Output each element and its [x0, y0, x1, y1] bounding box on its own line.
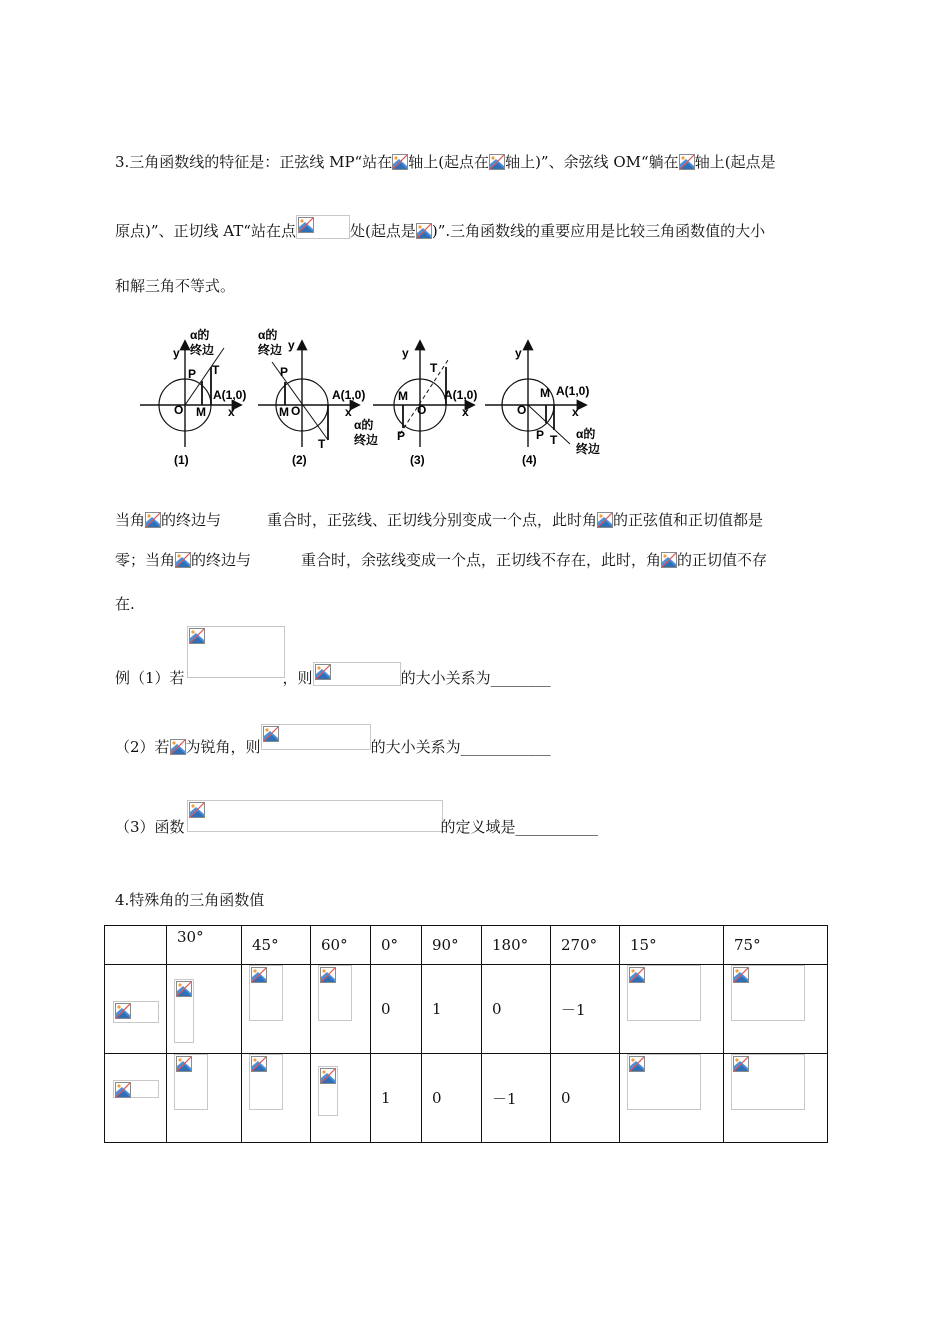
table-row-tan	[105, 1054, 828, 1143]
formula-image-icon	[416, 223, 432, 239]
value-cell: －1	[551, 965, 620, 1054]
formula-image-icon	[320, 967, 336, 983]
formula-image-icon	[320, 1068, 336, 1084]
fig4-A: A(1,0)	[556, 384, 590, 398]
formula-image	[174, 979, 194, 1043]
formula-image	[627, 1054, 701, 1110]
formula-image-icon	[115, 1082, 131, 1098]
text: 原点)”、正切线 AT“站在点	[115, 222, 296, 240]
formula-image-icon	[176, 981, 192, 997]
row-label-cell	[105, 965, 167, 1054]
text: 的定义域是___________	[440, 818, 599, 836]
formula-image	[113, 1001, 159, 1023]
fig2-axis-y: y	[288, 338, 295, 352]
text: 的大小关系为________	[400, 669, 551, 687]
fig3-M: M	[398, 389, 408, 403]
text: 轴上(起点在	[408, 153, 490, 171]
value-cell	[724, 965, 828, 1054]
fig4-P: P	[536, 428, 545, 442]
fig2-axis-x: x	[345, 405, 352, 419]
formula-image-icon	[392, 154, 408, 170]
header-cell: 30°	[167, 926, 242, 965]
text: 轴上)”、余弦线 OM“躺在	[505, 153, 679, 171]
formula-image	[731, 965, 805, 1021]
fig3-P: P	[397, 429, 406, 443]
header-cell: 0°	[371, 926, 422, 965]
text: 的大小关系为____________	[370, 738, 551, 756]
value-cell: 0	[482, 965, 551, 1054]
text: 当角	[115, 511, 146, 529]
fig3-alpha2: 终边	[354, 433, 379, 447]
text: 的正切值不存	[677, 551, 768, 569]
text: 处(起点是	[349, 222, 416, 240]
formula-image-icon	[251, 967, 267, 983]
section3-line2	[115, 215, 765, 241]
text: 重合时，正弦线、正切线分别变成一个点，此时角	[267, 511, 598, 529]
text: 为锐角，则	[185, 738, 261, 756]
formula-image-icon	[189, 802, 205, 818]
header-cell: 75°	[724, 926, 828, 965]
formula-image-icon	[263, 726, 279, 742]
section3-line1	[115, 152, 776, 172]
figure-4	[485, 342, 600, 467]
table-row-sin	[105, 965, 828, 1054]
table-header-row	[105, 926, 828, 965]
text: )”.三角函数线的重要应用是比较三角函数值的大小	[431, 222, 766, 240]
fig3-O: O	[417, 403, 427, 417]
fig1-axis-y: y	[173, 346, 180, 360]
formula-image-icon	[315, 664, 331, 680]
formula-image-icon	[489, 154, 505, 170]
fig3-axis-x: x	[462, 405, 469, 419]
text: 零；当角	[115, 551, 176, 569]
special-angles-table	[104, 925, 828, 1143]
section4-title: 4.特殊角的三角函数值	[115, 891, 265, 909]
formula-image-box	[261, 724, 371, 750]
text: 例（1）若	[115, 669, 185, 687]
formula-image-box	[313, 662, 401, 686]
para-line1	[115, 510, 763, 530]
example-1	[115, 662, 551, 688]
fig1-T: T	[212, 363, 220, 377]
fig4-alpha2: 终边	[576, 442, 601, 456]
fig4-M: M	[540, 386, 550, 400]
fig2-alpha: α的	[258, 328, 278, 342]
value-cell	[311, 1054, 371, 1143]
value-cell: 0	[551, 1054, 620, 1143]
formula-image-icon	[629, 1056, 645, 1072]
value-cell: 1	[422, 965, 482, 1054]
header-cell: 60°	[311, 926, 371, 965]
formula-image	[627, 965, 701, 1021]
fig1-A: A(1,0)	[213, 388, 247, 402]
formula-image-icon	[175, 552, 191, 568]
fig1-M: M	[196, 405, 206, 419]
text: 的终边与	[161, 511, 222, 529]
fig4-O: O	[517, 403, 527, 417]
formula-image-icon	[170, 739, 186, 755]
header-cell: 270°	[551, 926, 620, 965]
formula-image-icon	[733, 1056, 749, 1072]
fig1-O: O	[174, 403, 184, 417]
value-cell	[242, 965, 311, 1054]
formula-image	[249, 1054, 283, 1110]
formula-image	[731, 1054, 805, 1110]
value-cell	[620, 1054, 724, 1143]
value-cell: 1	[371, 1054, 422, 1143]
fig1-alpha2: 终边	[190, 343, 215, 357]
formula-image	[318, 965, 352, 1021]
text: （2）若	[115, 738, 170, 756]
value-cell	[167, 1054, 242, 1143]
text: （3）函数	[115, 818, 185, 836]
fig1-P: P	[188, 367, 197, 381]
figure-2	[258, 327, 365, 467]
formula-image-icon	[189, 628, 205, 644]
formula-image-icon	[176, 1056, 192, 1072]
text: 的正弦值和正切值都是	[613, 511, 764, 529]
para-line2	[115, 550, 767, 570]
fig2-P: P	[280, 365, 289, 379]
formula-image-icon	[661, 552, 677, 568]
fig4-number: (4)	[522, 453, 537, 467]
fig3-axis-y: y	[402, 346, 409, 360]
formula-image	[174, 1054, 208, 1110]
formula-image	[318, 1066, 338, 1116]
fig4-axis-x: x	[572, 405, 579, 419]
formula-image-icon	[145, 512, 161, 528]
header-cell	[105, 926, 167, 965]
value-cell: －1	[482, 1054, 551, 1143]
header-cell: 15°	[620, 926, 724, 965]
fig3-alpha: α的	[354, 418, 374, 432]
fig4-axis-y: y	[515, 346, 522, 360]
text: 轴上(起点是	[694, 153, 776, 171]
value-cell	[167, 965, 242, 1054]
text: 的终边与	[191, 551, 252, 569]
formula-image-icon	[597, 512, 613, 528]
fig2-T: T	[318, 437, 326, 451]
formula-image-icon	[679, 154, 695, 170]
figure-3	[354, 342, 477, 467]
fig4-alpha: α的	[576, 427, 596, 441]
value-cell: 0	[371, 965, 422, 1054]
figure-1	[140, 327, 246, 467]
fig2-number: (2)	[292, 453, 307, 467]
formula-image-icon	[629, 967, 645, 983]
formula-image-icon	[251, 1056, 267, 1072]
example-3	[115, 817, 598, 837]
para-line3: 在.	[115, 595, 135, 613]
text: 3.三角函数线的特征是：正弦线 MP“站在	[115, 153, 393, 171]
fig2-O: O	[291, 404, 301, 418]
section3-line3: 和解三角不等式。	[115, 277, 236, 295]
unit-circle-figures	[130, 322, 630, 472]
value-cell	[311, 965, 371, 1054]
fig3-A: A(1,0)	[444, 388, 478, 402]
formula-image-icon	[115, 1003, 131, 1019]
example-2	[115, 724, 551, 757]
header-cell: 45°	[242, 926, 311, 965]
value-cell: 0	[422, 1054, 482, 1143]
value-cell	[724, 1054, 828, 1143]
value-cell	[620, 965, 724, 1054]
text: ，则	[282, 669, 313, 687]
formula-image	[249, 965, 283, 1021]
row-label-cell	[105, 1054, 167, 1143]
value-cell	[242, 1054, 311, 1143]
text: 重合时，余弦线变成一个点，正切线不存在，此时，角	[301, 551, 662, 569]
formula-image	[113, 1080, 159, 1098]
formula-image-box	[296, 215, 350, 239]
fig1-number: (1)	[174, 453, 189, 467]
fig2-alpha2: 终边	[258, 343, 283, 357]
fig2-M: M	[279, 405, 289, 419]
header-cell: 90°	[422, 926, 482, 965]
fig4-T: T	[550, 433, 558, 447]
formula-image-icon	[298, 217, 314, 233]
fig1-alpha: α的	[190, 328, 210, 342]
fig3-T: T	[430, 361, 438, 375]
fig3-number: (3)	[410, 453, 425, 467]
fig1-axis-x: x	[228, 405, 235, 419]
header-cell: 180°	[482, 926, 551, 965]
formula-image-icon	[733, 967, 749, 983]
fig2-A: A(1,0)	[332, 388, 366, 402]
